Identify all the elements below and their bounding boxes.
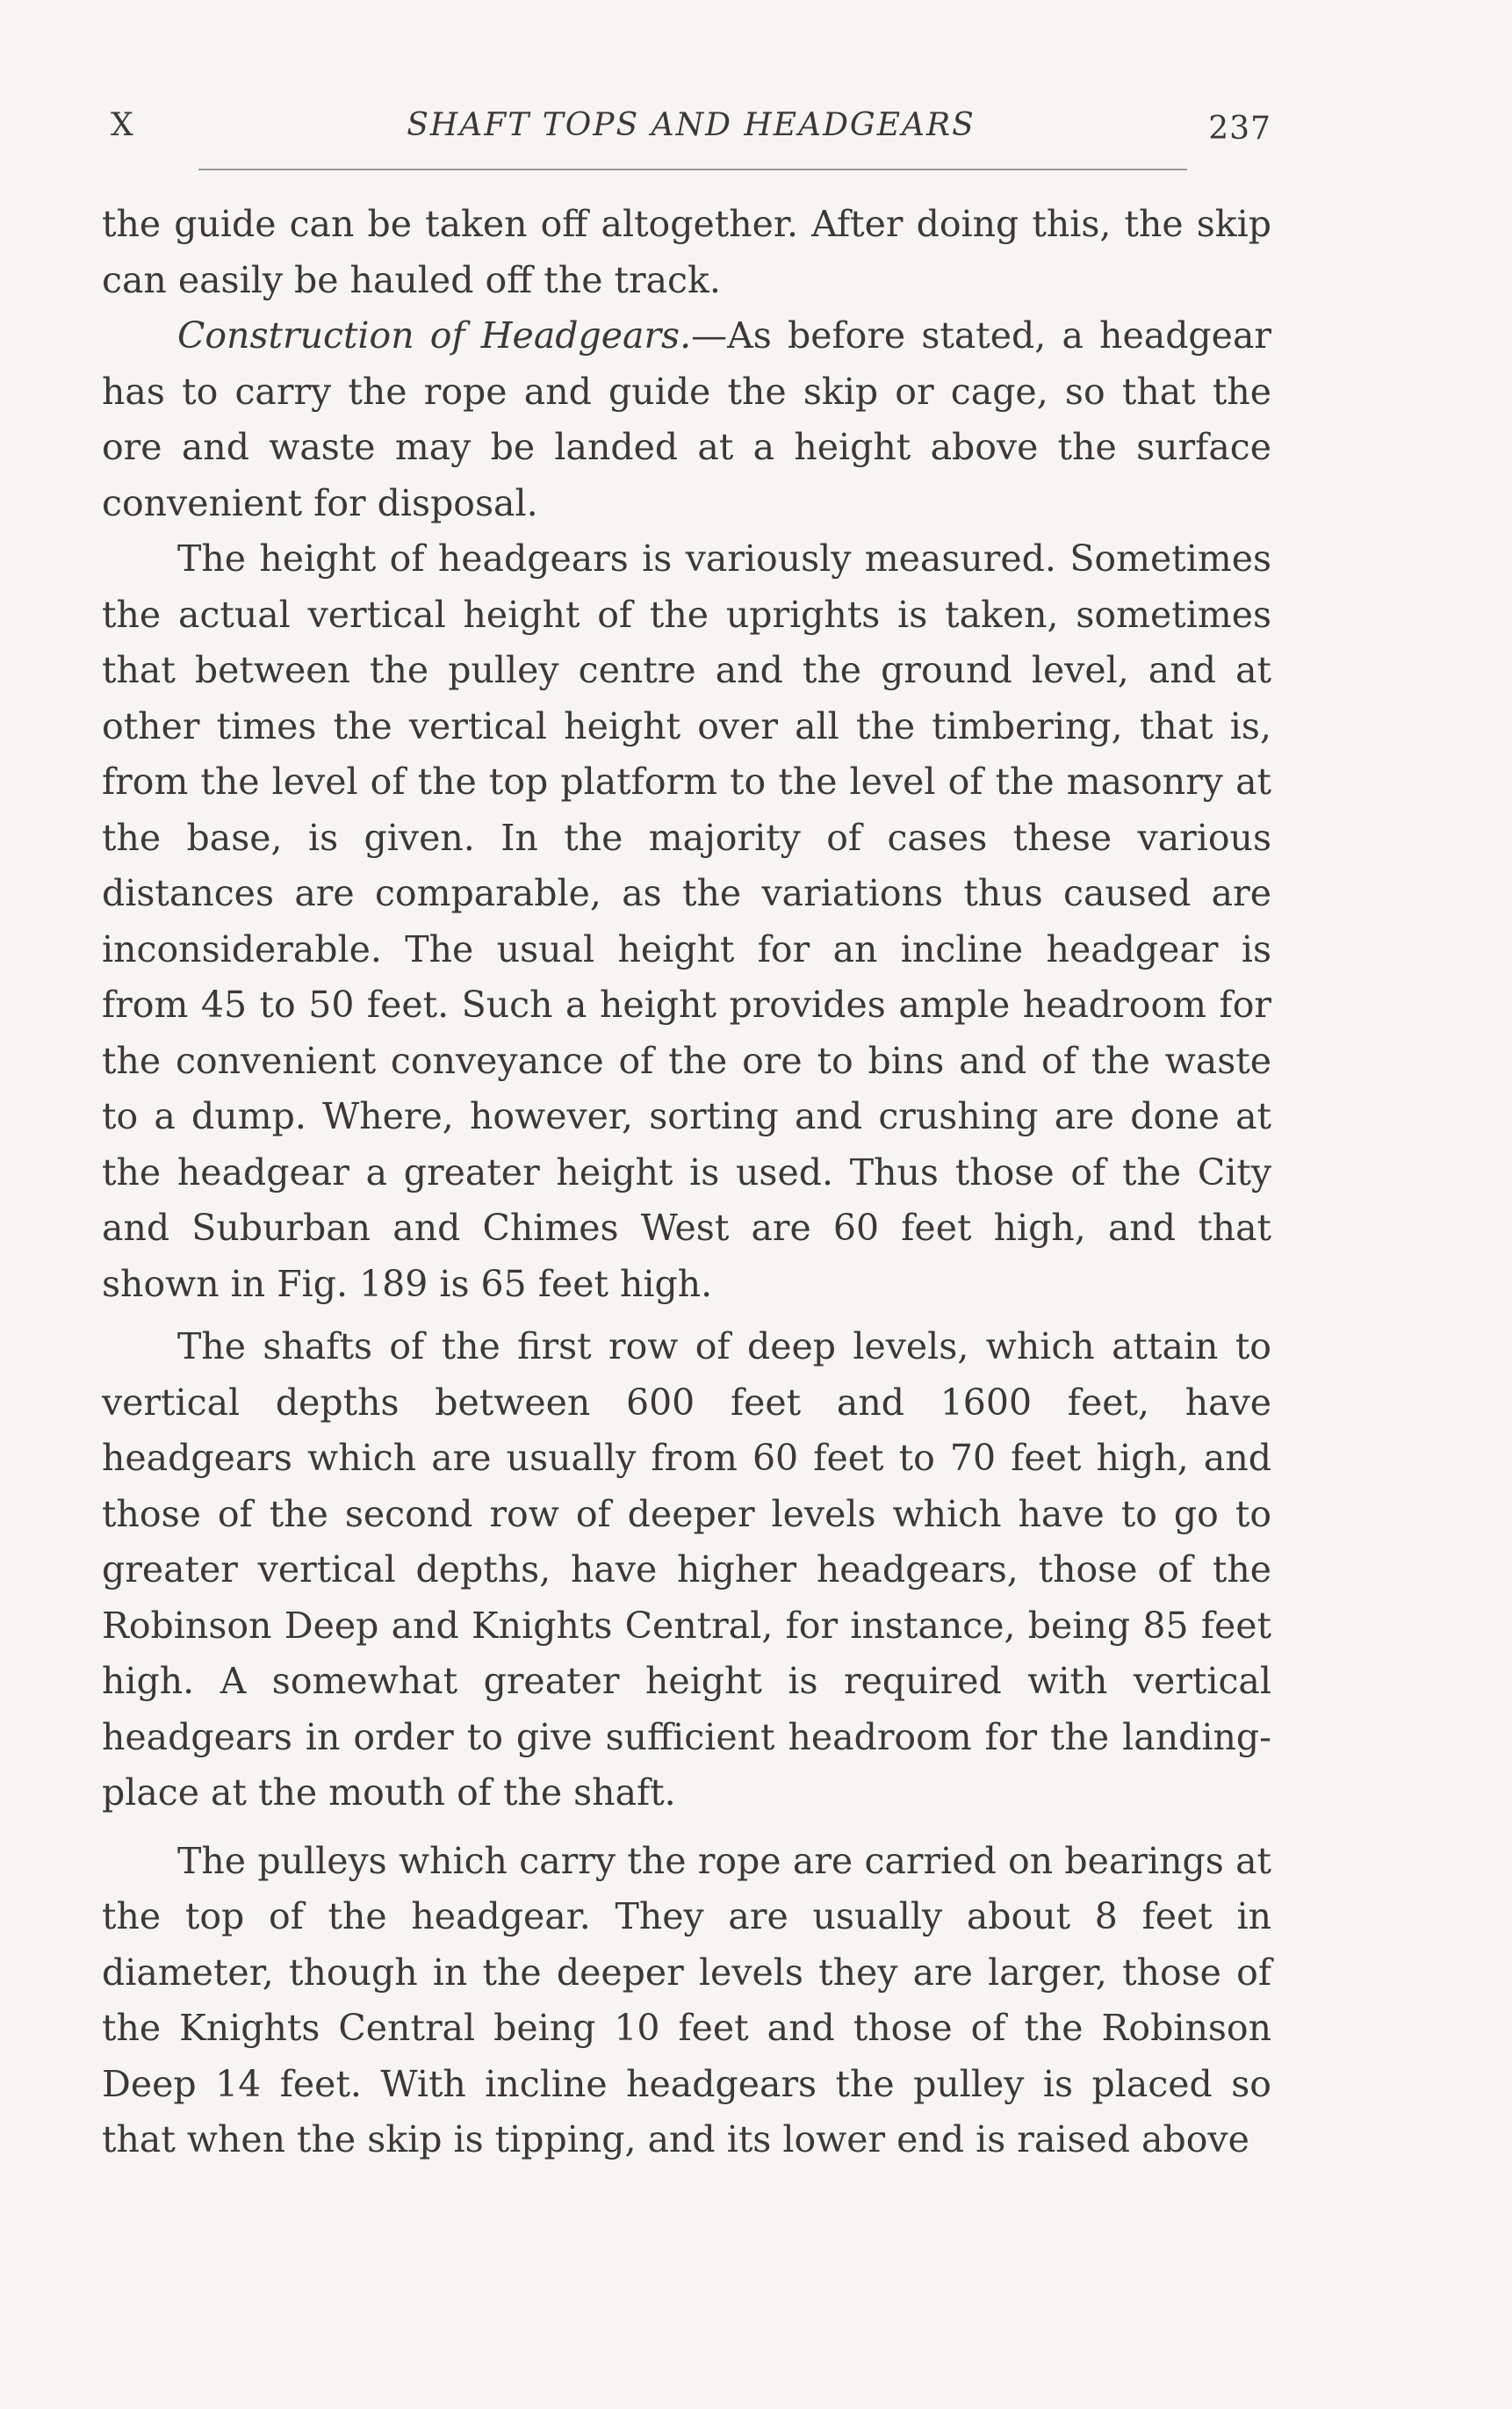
page-number: 237 [1208,111,1271,147]
paragraph-text: The shafts of the first row of deep levels, which attain to vertical depths between 600 feet and 1600 feet, have headgears which are usually from 60 feet to 70 feet high, and those of the second row of deeper levels which have to go to greater vertical depths, have higher headgears, those of the Robinson Deep and Knights Central, for instance, being 85 feet high. A somewhat greater height is required with vertical headgears in order to give sufficient headroom for the landing-place at the mouth of the shaft. [102,1325,1271,1814]
paragraph-text: The pulleys which carry the rope are carried on bearings at the top of the headgear. They are usually about 8 feet in diameter, though in the deeper levels they are larger, those of the Knights Central being 10 feet and those of the Robinson Deep 14 feet. With incline headgears the pulley is placed so that when the skip is tipping, and its lower end is raised above [102,1839,1271,2160]
paragraph-text: —As before stated, a headgear has to carry the rope and guide the skip or cage, so that the ore and waste may be landed at a height above the surface convenient for disposal. [102,314,1271,524]
chapter-number: X [111,107,134,143]
body-text [102,197,1271,2168]
paragraph-construction [102,308,1271,531]
running-head [111,107,1271,151]
paragraph-pulleys [102,1834,1271,2168]
header-rule [198,169,1187,170]
paragraph-deep-levels [102,1319,1271,1821]
paragraph-text: The height of headgears is variously measured. Sometimes the actual vertical height of the uprights is taken, sometimes that between the pulley centre and the ground level, and at other times the vertical height over all the timbering, that is, from the level of the top platform to the level of the masonry at the base, is given. In the majority of cases these various distances are comparable, as the variations thus caused are inconsiderable. The usual height for an incline headgear is from 45 to 50 feet. Such a height provides ample headroom for the convenient conveyance of the ore to bins and of the waste to a dump. Where, however, sorting and crushing are done at the headgear a greater height is used. Thus those of the City and Suburban and Chimes West are 60 feet high, and that shown in Fig. 189 is 65 feet high. [102,537,1271,1305]
section-heading: Construction of Headgears. [177,314,692,357]
paragraph-continued [102,197,1271,308]
running-title: SHAFT TOPS AND HEADGEARS [407,107,976,143]
paragraph-height [102,531,1271,1312]
paragraph-text: the guide can be taken off altogether. After doing this, the skip can easily be hauled off the track. [102,203,1271,301]
